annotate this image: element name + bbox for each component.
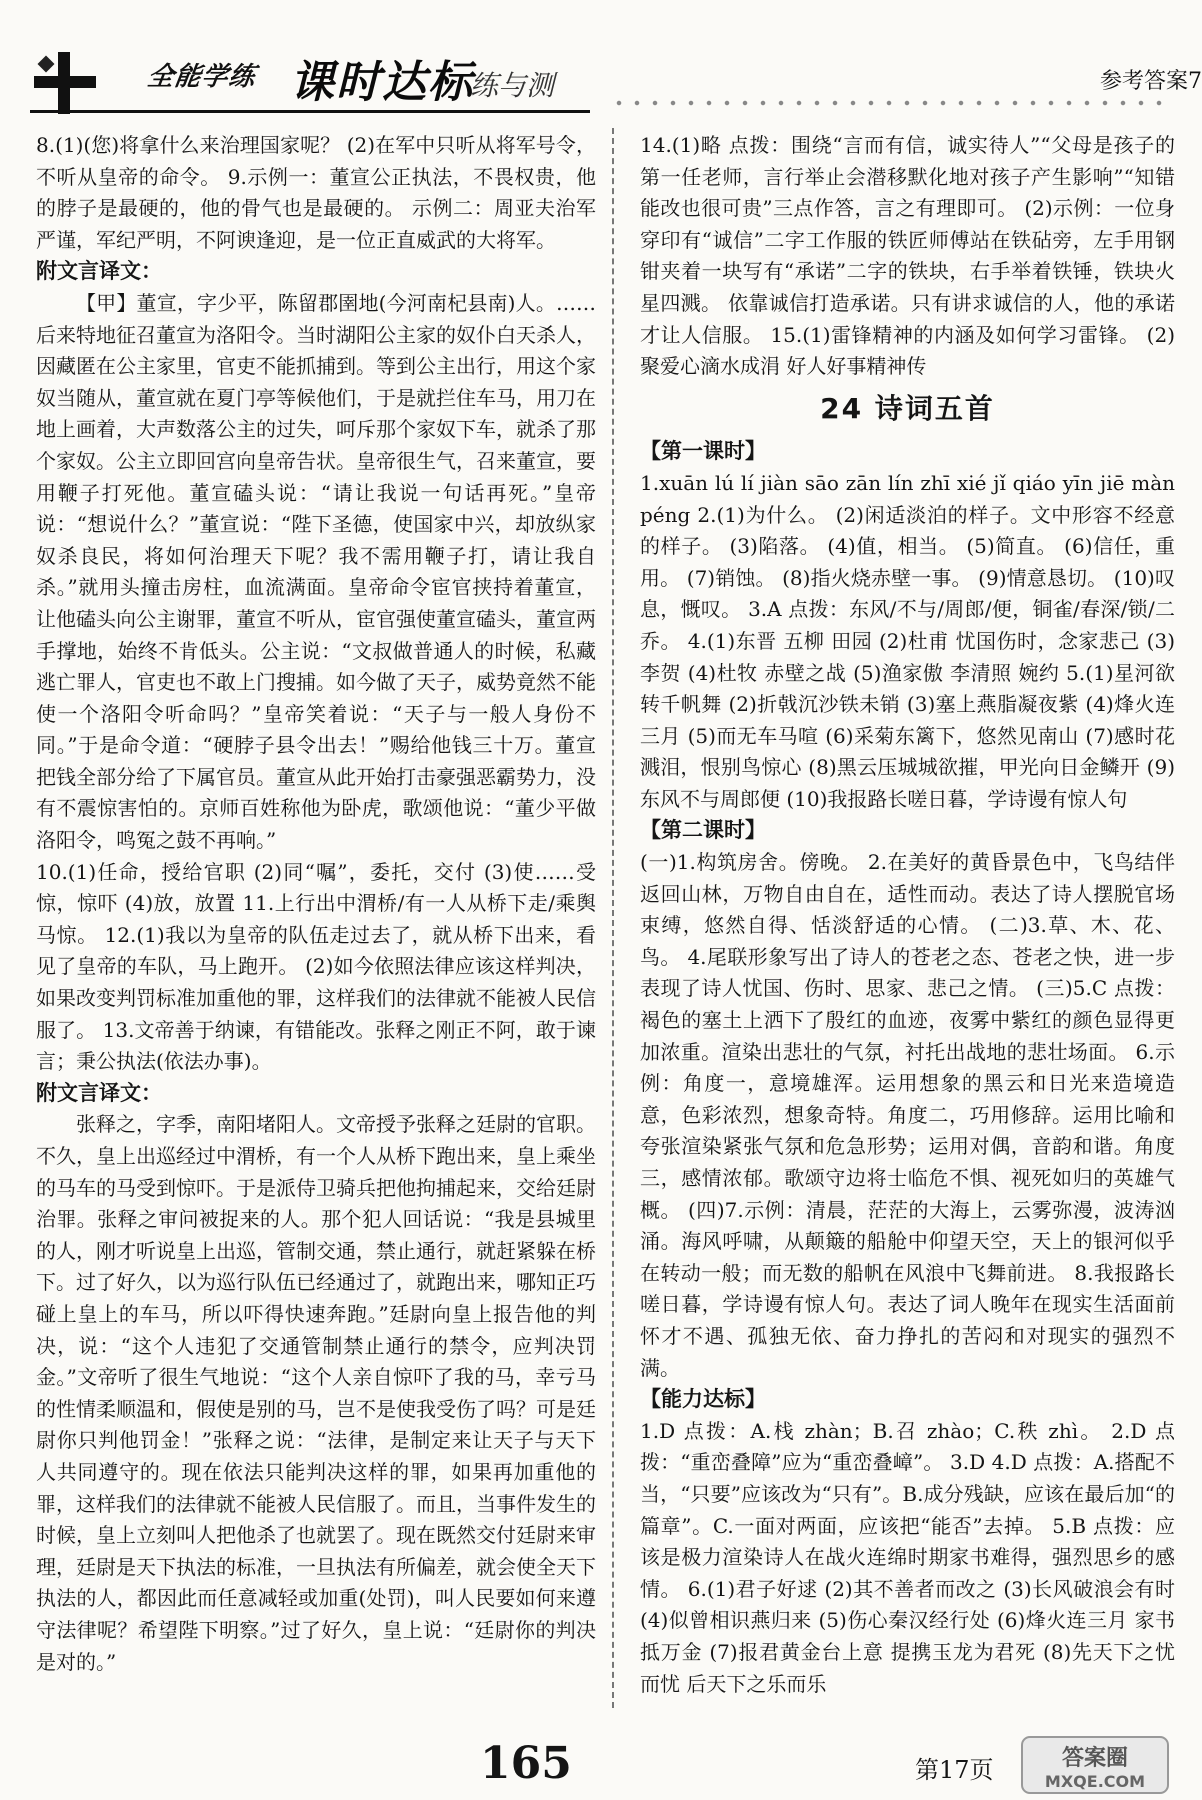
left-plain-paragraph: 10.(1)任命，授给官职 (2)同“嘱”，委托，交付 (3)使……受惊，惊吓 (4)放，放置 11.上行出中渭桥/有一人从桥下走/乘舆马惊。 12.(1)我以为皇帝的队伍走过去了，就从桥下出来，看见了皇帝的车队，马上跑开。 (2)如今依照法律应该这样判决，如果改变判罚标准加重他的罪，这样我们的法律就不能被人民信服了。 13.文帝善于纳谏，有错能改。张释之刚正不阿，敢于谏言；秉公执法(依法办事)。 — [36, 859, 596, 1074]
left-heading-paragraph: 附文言译文： — [36, 259, 162, 284]
watermark-text1: 答案圈 — [1061, 1746, 1129, 1771]
watermark-text2: MXQE.COM — [1044, 1772, 1146, 1791]
header-rule — [30, 110, 590, 113]
right-plain-paragraph: 1.xuān lú lí jiàn sāo zān lín zhī xié jǐ qiáo yīn jiē màn péng 2.(1)为什么。 (2)闲适淡泊的样子。文中形容不经意的样子。 (3)陷落。 (4)值，相当。 (5)简直。 (6)信任，重用。 (7)销蚀。 (8)指火烧赤壁一事。 (9)情意恳切。 (10)叹息，慨叹。 3.A 点拨：东风/不与/周郎/便，铜雀/春深/锁/二乔。 4.(1)东晋 五柳 田园 (2)杜甫 忧国伤时，念家悲己 (3)李贺 (4)杜牧 赤壁之战 (5)渔家傲 李清照 婉约 5.(1)星河欲转千帆舞 (2)折戟沉沙铁未销 (3)塞上燕脂凝夜紫 (4)烽火连三月 (5)而无车马喧 (6)采菊东篱下，悠然见南山 (7)感时花溅泪，恨别鸟惊心 (8)黑云压城城欲摧，甲光向日金鳞开 (9)东风不与周郎便 (10)我报路长嗟日暮，学诗谩有惊人句 — [640, 470, 1175, 811]
left-column — [36, 130, 596, 1678]
right-heading-paragraph: 【第二课时】 — [640, 818, 766, 843]
brand-small: 全能学练 — [145, 62, 258, 92]
right-column — [640, 130, 1175, 1700]
plus-logo-icon — [30, 48, 100, 118]
header-right-label: 参考答案7 — [1100, 69, 1202, 94]
right-plain-paragraph: 1.D 点拨：A.栈 zhàn；B.召 zhào；C.秩 zhì。 2.D 点拨：“重峦叠障”应为“重峦叠嶂”。 3.D 4.D 点拨：A.搭配不当，“只要”应该改为“只有”。B.成分残缺，应该在最后加“的篇章”。C.一面对两面，应该把“能否”去掉。 5.B 点拨：应该是极力渲染诗人在战火连绵时期家书难得，强烈思乡的感情。 6.(1)君子好逑 (2)其不善者而改之 (3)长风破浪会有时 (4)似曾相识燕归来 (5)伤心秦汉经行处 (6)烽火连三月 家书抵万金 (7)报君黄金台上意 提携玉龙为君死 (8)先天下之忧而忧 后天下之乐而乐 — [640, 1418, 1175, 1696]
watermark-logo — [1020, 1735, 1170, 1795]
left-body-paragraph: 张释之，字季，南阳堵阳人。文帝授予张释之廷尉的官职。不久，皇上出巡经过中渭桥，有一个人从桥下跑出来，皇上乘坐的马车的马受到惊吓。于是派侍卫骑兵把他拘捕起来，交给廷尉治罪。张释之审问被捉来的人。那个犯人回话说：“我是县城里的人，刚才听说皇上出巡，管制交通，禁止通行，就赶紧躲在桥下。过了好久，以为巡行队伍已经通过了，就跑出来，哪知正巧碰上皇上的车马，所以吓得快速奔跑。”廷尉向皇上报告他的判决，说：“这个人违犯了交通管制禁止通行的禁令，应判决罚金。”文帝听了很生气地说：“这个人亲自惊吓了我的马，幸亏马的性情柔顺温和，假使是别的马，岂不是使我受伤了吗？可是廷尉你只判他罚金！”张释之说：“法律，是制定来让天子与天下人共同遵守的。现在依法只能判决这样的罪，如果再加重他的罪，这样我们的法律就不能被人民信服了。而且，当事件发生的时候，皇上立刻叫人把他杀了也就罢了。现在既然交付廷尉来审理，廷尉是天下执法的标准，一旦执法有所偏差，就会使全天下执法的人，都因此而任意减轻或加重(处罚)，叫人民要如何来遵守法律呢？希望陛下明察。”过了好久，皇上说：“廷尉你的判决是对的。” — [36, 1112, 596, 1674]
left-heading-paragraph: 附文言译文： — [36, 1080, 162, 1105]
right-heading-paragraph: 【第一课时】 — [640, 439, 766, 464]
page-label: 第17页 — [915, 1756, 994, 1784]
brand-big: 课时达标 — [290, 57, 474, 108]
header-dots — [610, 98, 1170, 108]
column-divider — [612, 128, 614, 1708]
left-body-paragraph: 【甲】董宣，字少平，陈留郡圉地(今河南杞县南)人。……后来特地征召董宣为洛阳令。当时湖阳公主家的奴仆白天杀人，因藏匿在公主家里，官吏不能抓捕到。等到公主出行，用这个家奴当随从，董宣就在夏门亭等候他们，于是就拦住车马，用刀在地上画着，大声数落公主的过失，呵斥那个家奴下车，就杀了那个家奴。公主立即回宫向皇帝告状。皇帝很生气，召来董宣，要用鞭子打死他。董宣磕头说：“请让我说一句话再死。”皇帝说：“想说什么？”董宣说：“陛下圣德，使国家中兴，却放纵家奴杀良民，将如何治理天下呢？我不需用鞭子打，请让我自杀。”就用头撞击房柱，血流满面。皇帝命令宦官挟持着董宣，让他磕头向公主谢罪，董宣不听从，宦官强使董宣磕头，董宣两手撑地，始终不肯低头。公主说：“文叔做普通人的时候，私藏逃亡罪人，官吏也不敢上门搜捕。如今做了天子，威势竟然不能使一个洛阳令听命吗？”皇帝笑着说：“天子与一般人身份不同。”于是命令道：“硬脖子县令出去！”赐给他钱三十万。董宣把钱全部分给了下属官员。董宣从此开始打击豪强恶霸势力，没有不震惊害怕的。京师百姓称他为卧虎，歌颂他说：“董少平做洛阳令，鸣冤之鼓不再响。” — [36, 290, 596, 853]
page-header — [30, 40, 1202, 118]
right-title-paragraph: 24 诗词五首 — [820, 391, 995, 425]
right-heading-paragraph: 【能力达标】 — [640, 1387, 766, 1412]
page-number: 165 — [480, 1738, 572, 1789]
left-plain-paragraph: 8.(1)(您)将拿什么来治理国家呢？ (2)在军中只听从将军号令，不听从皇帝的命令。 9.示例一：董宣公正执法，不畏权贵，他的脖子是最硬的，他的骨气也是最硬的。 示例二：周亚夫治军严谨，军纪严明，不阿谀逢迎，是一位正直威武的大将军。 — [36, 133, 596, 252]
right-plain-paragraph: (一)1.构筑房舍。傍晚。 2.在美好的黄昏景色中，飞鸟结伴返回山林，万物自由自在，适性而动。表达了诗人摆脱官场束缚，悠然自得、恬淡舒适的心情。 (二)3.草、木、花、鸟。 4.尾联形象写出了诗人的苍老之态、苍老之快，进一步表现了诗人忧国、伤时、思家、悲己之情。 (三)5.C 点拨：褐色的塞土上洒下了殷红的血迹，夜雾中紫红的颜色显得更加浓重。渲染出悲壮的气氛，衬托出战地的悲壮场面。 6.示例：角度一，意境雄浑。运用想象的黑云和日光来造境造意，色彩浓烈，想象奇特。角度二，巧用修辞。运用比喻和夸张渲染紧张气氛和危急形势；运用对偶，音韵和谐。角度三，感情浓郁。歌颂守边将士临危不惧、视死如归的英雄气概。 (四)7.示例：清晨，茫茫的大海上，云雾弥漫，波涛汹涌。海风呼啸，从颠簸的船舱中仰望天空，天上的银河似乎在转动一般；而无数的船帆在风浪中飞舞前进。 8.我报路长嗟日暮，学诗谩有惊人句。表达了词人晚年在现实生活面前怀才不遇、孤独无依、奋力挣扎的苦闷和对现实的强烈不满。 — [640, 850, 1175, 1380]
right-plain-paragraph: 14.(1)略 点拨：围绕“言而有信，诚实待人”“父母是孩子的第一任老师，言行举止会潜移默化地对孩子产生影响”“知错能改也很可贵”三点作答，言之有理即可。 (2)示例：一位身穿印有“诚信”二字工作服的铁匠师傅站在铁砧旁，左手用钢钳夹着一块写有“承诺”二字的铁块，右手举着铁锤，铁块火星四溅。 依靠诚信打造承诺。只有讲求诚信的人，他的承诺才让人信服。 15.(1)雷锋精神的内涵及如何学习雷锋。 (2)聚爱心滴水成涓 好人好事精神传 — [640, 133, 1175, 379]
brand-tag: 练与测 — [470, 69, 555, 102]
